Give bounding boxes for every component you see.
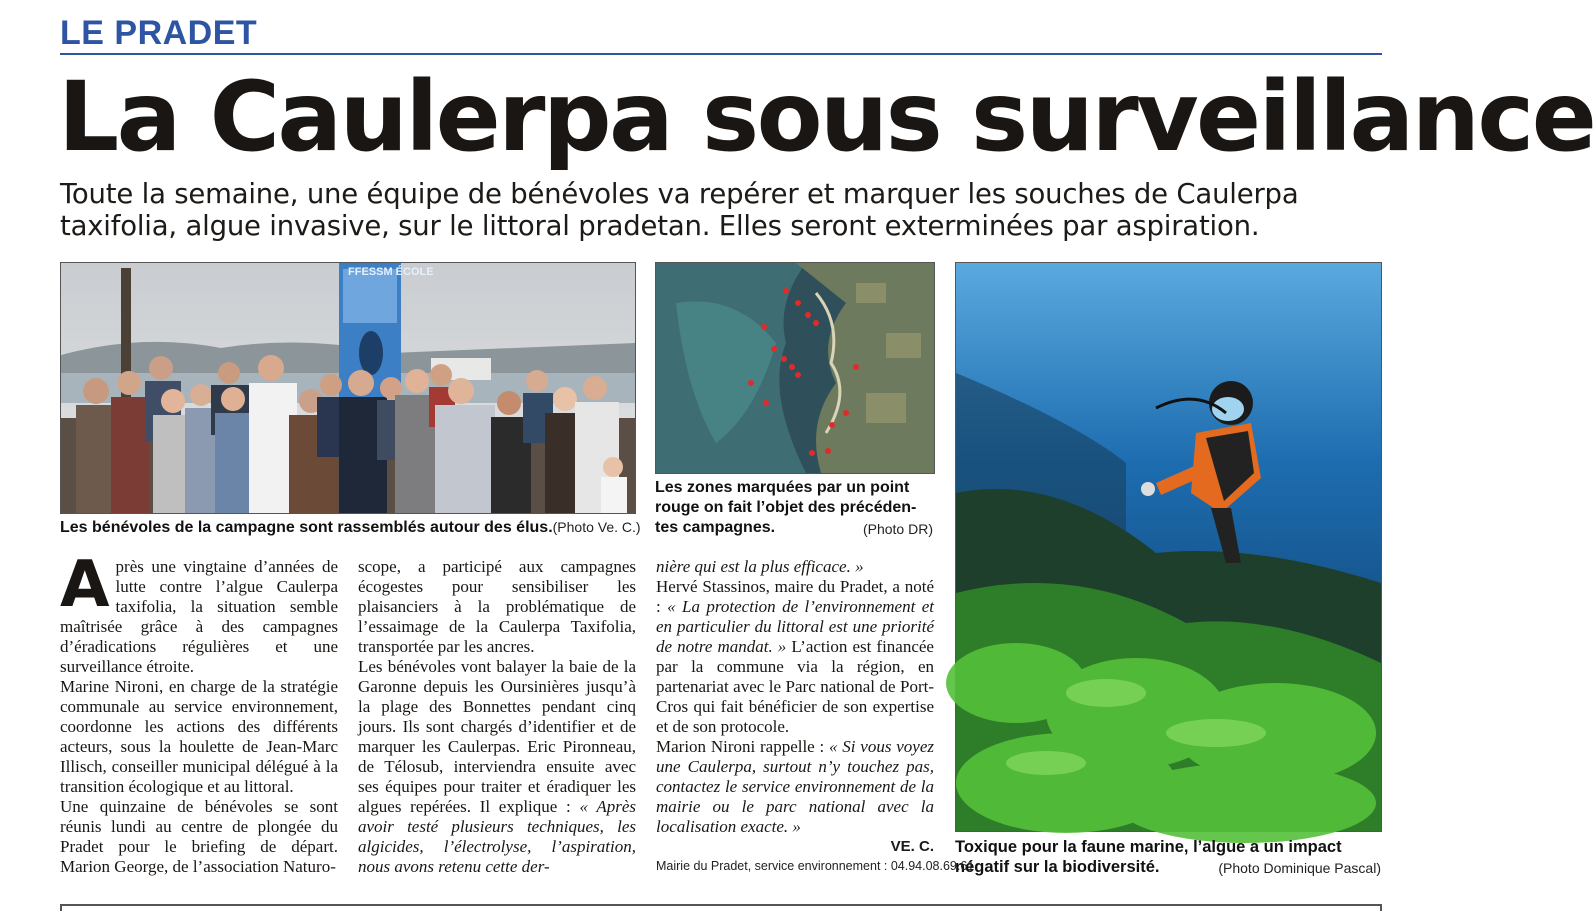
caption-line: négatif sur la biodiversité. (955, 858, 1160, 876)
article-column-1 (60, 548, 338, 877)
article-paragraph: scope, a participé aux campagnes écogestes pour sensibiliser les plaisanciers à la problématique de l’essaimage de la Caulerpa Taxifolia, transportée par les ancres. (358, 557, 636, 656)
quote: « La protection de l’environnement et en particulier du littoral est une priorité de notre mandat. » (656, 597, 934, 656)
bottom-frame (60, 904, 1382, 911)
caption-line: Toxique pour la faune marine, l’algue a un impact (955, 838, 1342, 856)
article-paragraph: Les bénévoles vont balayer la baie de la Garonne depuis les Oursinières jusqu’à la plage des Bonnettes pendant cinq jours. Ils sont chargés d’identifier et de marquer les Caulerpas. Eric Pironneau, de Télosub, interviendra ensuite avec ses équipes pour traiter et éradiquer les algues repérées. Il explique : « Après avoir testé plusieurs techniques, les algicides, l’électrolyse, l’aspiration, nous avons retenu cette der- (358, 657, 636, 876)
headline: La Caulerpa sous surveillance (58, 61, 1594, 173)
photo-caption (655, 478, 935, 538)
quote: « Si vous voyez une Caulerpa, surtout n’y touchez pas, contactez le service environnement de la mairie ou le parc national avec la localisation exacte. » (656, 737, 934, 836)
chapo (60, 178, 1380, 242)
chapo-line: Toute la semaine, une équipe de bénévoles va repérer et marquer les souches de Caulerpa (60, 178, 1299, 210)
caption-line: tes campagnes. (655, 519, 776, 536)
caption-line: Les zones marquées par un point (655, 479, 910, 496)
caption-line: rouge on fait l’objet des précéden- (655, 499, 917, 516)
photo-credit: (Photo Ve. C.) (552, 519, 641, 535)
article-paragraph: Une quinzaine de bénévoles se sont réunis lundi au centre de plongée du Pradet pour le briefing de départ. Marion George, de l’association Naturo- (60, 797, 338, 876)
article-paragraph: Marion Nironi rappelle : « Si vous voyez une Caulerpa, surtout n’y touchez pas, contactez le service environnement de la mairie ou le parc national avec la localisation exacte. » (656, 737, 934, 836)
banner-text: FFESSM ÉCOLE (348, 266, 434, 278)
photo-diver (955, 262, 1382, 832)
chapo-line: taxifolia, algue invasive, sur le littoral pradetan. Elles seront exterminées par aspiration. (60, 210, 1260, 242)
photo-caption (60, 517, 640, 538)
author-signature: VE. C. (890, 838, 934, 855)
photo-credit: (Photo Dominique Pascal) (1218, 860, 1381, 876)
quote: « Après avoir testé plusieurs techniques, les algicides, l’électrolyse, l’aspiration, nous avons retenu cette der- (358, 797, 636, 876)
photo-aerial-map (655, 262, 935, 474)
article-paragraph: Hervé Stassinos, maire du Pradet, a noté : « La protection de l’environnement et en particulier du littoral est une priorité de notre mandat. » L’action est financée par la commune via la région, en partenariat avec le Parc national de Port-Cros qui fait bénéficier de son expertise et de son protocole. (656, 577, 934, 736)
contact-footnote: Mairie du Pradet, service environnement : 04.94.08.69.61. (656, 859, 978, 873)
article-paragraph: Marine Nironi, en charge de la stratégie communale au service environnement, coordonne les actions des différents acteurs, sous la houlette de Jean-Marc Illisch, conseiller municipal délégué à la transition écologique et au littoral. (60, 677, 338, 796)
caption-text: Les bénévoles de la campagne sont rassemblés autour des élus. (60, 519, 553, 536)
photo-caption (955, 837, 1383, 877)
article-column-3 (656, 557, 934, 837)
article-paragraph: nière qui est la plus efficace. » (656, 557, 864, 576)
photo-credit: (Photo DR) (862, 521, 933, 537)
article-paragraph: Après une vingtaine d’années de lutte contre l’algue Caulerpa taxifolia, la situation semble maîtrisée grâce à des campagnes d’éradications régulières et une surveillance étroite. (60, 548, 338, 676)
rubric-divider (60, 53, 1382, 55)
section-rubric: LE PRADET (60, 14, 258, 52)
article-column-2 (358, 557, 636, 877)
photo-volunteers (60, 262, 636, 514)
dropcap: A (60, 548, 110, 622)
